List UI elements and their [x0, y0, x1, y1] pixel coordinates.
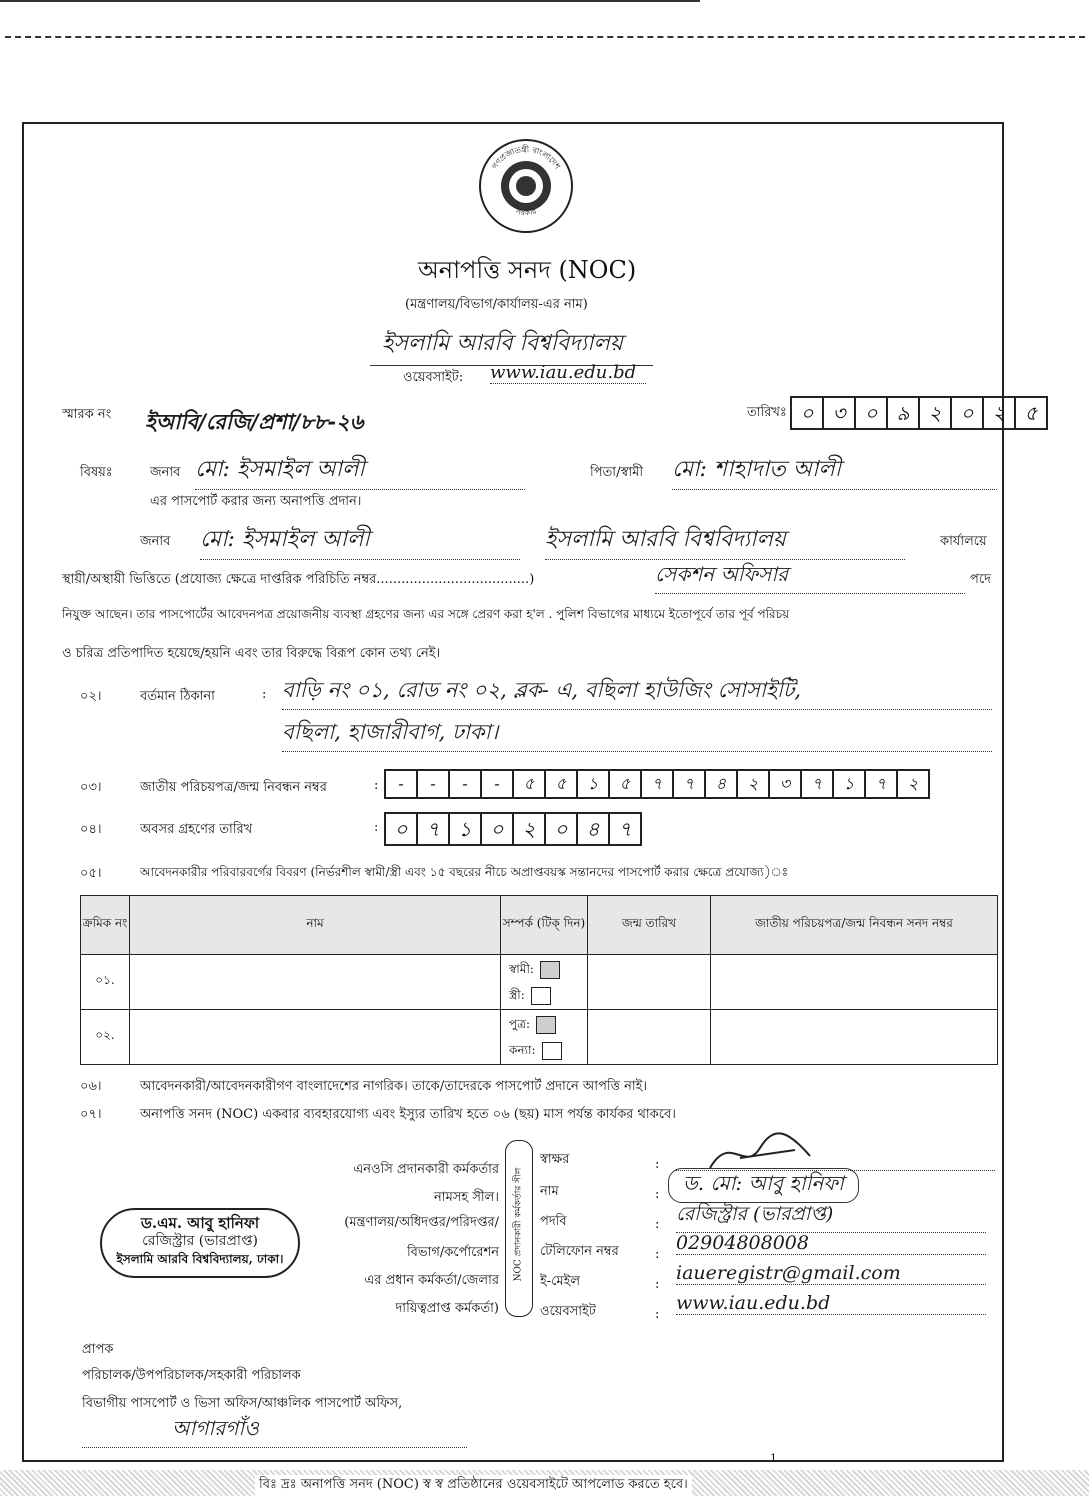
- officer-label-4: বিভাগ/কর্পোরেশন: [406, 1245, 499, 1260]
- memo-label: স্মারক নং: [62, 407, 112, 422]
- seal-arc-bottom: সরকার: [514, 206, 538, 218]
- field-name-label: নাম: [540, 1184, 559, 1199]
- nid-digit: -: [480, 769, 514, 799]
- colons: : : : : : :: [655, 1157, 660, 1322]
- retire-digit: ১: [448, 812, 482, 846]
- row-dob[interactable]: [588, 1010, 711, 1065]
- item04-label: অবসর গ্রহণের তারিখ: [140, 822, 253, 837]
- field-website-label: ওয়েবসাইট: [540, 1304, 596, 1319]
- recipient-place: আগারগাঁও: [82, 1414, 467, 1448]
- officer-phone-value: 02904808008: [676, 1232, 986, 1255]
- item02-num: ০২।: [80, 689, 102, 704]
- item03-colon: :: [374, 778, 379, 793]
- date-label: তারিখঃ: [747, 405, 787, 420]
- nid-digit: ২: [736, 769, 770, 799]
- col-nid: জাতীয় পরিচয়পত্র/জন্ম নিবন্ধন সনদ নম্বর: [711, 896, 998, 955]
- officer-email-value: iaueregistr@gmail.com: [676, 1262, 986, 1285]
- field-signature-label: স্বাক্ষর: [540, 1152, 570, 1167]
- body-line4: ও চরিত্র প্রতিপাদিত হয়েছে/হয়নি এবং তার বিরুদ্ধে বিরূপ কোন তথ্য নেই।: [62, 646, 441, 661]
- date-digit: ০: [854, 396, 888, 430]
- date-digit: ২: [918, 396, 952, 430]
- subject-line2: এর পাসপোর্ট করার জন্য অনাপত্তি প্রদান।: [150, 494, 362, 509]
- date-digit: ৯: [886, 396, 920, 430]
- memo-value: ইআবি/রেজি/প্রশা/৮৮-২৬: [145, 409, 364, 434]
- father-label: পিতা/স্বামী: [590, 465, 644, 480]
- row-nid[interactable]: [711, 955, 998, 1010]
- seal-arc-top: গণপ্রজাতন্ত্রী বাংলাদেশ: [490, 144, 562, 171]
- nid-digit: ১: [576, 769, 610, 799]
- retire-digit: ৭: [608, 812, 642, 846]
- noc-officer-seal-box: [505, 1140, 533, 1317]
- doc-title: অনাপত্তি সনদ (NOC): [418, 256, 637, 284]
- nid-digit: -: [448, 769, 482, 799]
- table-row: [81, 955, 998, 1010]
- item03-label: জাতীয় পরিচয়পত্র/জন্ম নিবন্ধন নম্বর: [140, 780, 327, 795]
- nid-digit: ৫: [608, 769, 642, 799]
- retire-digit: ৭: [416, 812, 450, 846]
- field-email-label: ই-মেইল: [540, 1274, 581, 1289]
- nid-digit: -: [416, 769, 450, 799]
- officer-label-5: এর প্রধান কর্মকর্তা/জেলার: [364, 1273, 499, 1288]
- retire-digit: ০: [384, 812, 418, 846]
- date-digit: ৫: [1014, 396, 1048, 430]
- checkbox[interactable]: [531, 987, 551, 1005]
- row-serial: ০২.: [81, 1010, 130, 1065]
- date-digit: ০: [790, 396, 824, 430]
- decl07-text: অনাপত্তি সনদ (NOC) একবার ব্যবহারযোগ্য এবং ইস্যুর তারিখ হতে ০৬ (ছয়) মাস পর্যন্ত কার্যকর থাকবে।: [140, 1107, 676, 1122]
- family-table: [80, 895, 998, 1065]
- nid-digit: ৭: [640, 769, 674, 799]
- subject-name: মো: ইসমাইল আলী: [195, 452, 525, 490]
- body-line3: নিযুক্ত আছেন। তার পাসপোর্টের আবেদনপত্র প্রয়োজনীয় ব্যবস্থা গ্রহণের জন্য এর সঙ্গে প্রেরণ করা হ'ল . পুলিশ বিভাগের মাধ্যমে ইতোপূর্বে তার পূর্ব পরিচয়: [62, 607, 790, 621]
- body-designation: সেকশন অফিসার: [655, 560, 965, 594]
- rel-label: স্ত্রী:: [509, 988, 525, 1002]
- rel-label: স্বামী:: [509, 962, 534, 976]
- row-nid[interactable]: [711, 1010, 998, 1065]
- body-office: ইসলামি আরবি বিশ্ববিদ্যালয়: [545, 522, 905, 560]
- recipient-label: প্রাপক: [82, 1342, 114, 1357]
- cut-line: [5, 36, 1085, 38]
- officer-label-1: এনওসি প্রদানকারী কর্মকর্তার: [353, 1162, 499, 1177]
- recipient-line2: বিভাগীয় পাসপোর্ট ও ভিসা অফিস/আঞ্চলিক পাসপোর্ট অফিস,: [82, 1396, 403, 1411]
- item05-num: ০৫।: [80, 866, 102, 881]
- subject-janab-label: জনাব: [150, 465, 181, 480]
- nid-digit: ৪: [704, 769, 738, 799]
- row-dob[interactable]: [588, 955, 711, 1010]
- item02-colon: :: [262, 687, 267, 702]
- officer-label-6: দায়িত্বপ্রাপ্ত কর্মকর্তা): [395, 1301, 499, 1316]
- retire-digit: ০: [544, 812, 578, 846]
- body-name: মো: ইসমাইল আলী: [200, 522, 520, 560]
- date-digit: ২: [982, 396, 1016, 430]
- nid-digit: -: [384, 769, 418, 799]
- registrar-stamp: [100, 1208, 300, 1278]
- retire-digit: ২: [512, 812, 546, 846]
- item05-text: আবেদনকারীর পরিবারবর্গের বিবরণ (নির্ভরশীল স্বামী/স্ত্রী এবং ১৫ বছরের নীচে অপ্রাপ্তবয়স্ক সন্তানদের পাসপোর্ট করার ক্ষেত্রে প্রযোজ্য)ঃ: [140, 865, 789, 879]
- officer-website-value: www.iau.edu.bd: [676, 1292, 986, 1315]
- officer-name-value: ড. মো: আবু হানিফা: [668, 1168, 859, 1203]
- item03-num: ০৩।: [80, 780, 102, 795]
- col-dob: জন্ম তারিখ: [588, 896, 711, 955]
- date-digit: ৩: [822, 396, 856, 430]
- item04-colon: :: [374, 820, 379, 835]
- rel-label: কন্যা:: [509, 1043, 536, 1057]
- item02-label: বর্তমান ঠিকানা: [140, 689, 215, 704]
- officer-designation-value: রেজিস্ট্রার (ভারপ্রাপ্ত): [676, 1200, 986, 1233]
- stamp-org: ইসলামি আরবি বিশ্ববিদ্যালয়, ঢাকা।: [116, 1252, 284, 1266]
- nid-digit: ৭: [672, 769, 706, 799]
- seal-box-text: NOC প্রদানকারী কর্মকর্তার সীল: [513, 1167, 524, 1282]
- footer-note: বিঃ দ্রঃ অনাপত্তি সনদ (NOC) স্ব স্ব প্রতিষ্ঠানের ওয়েবসাইটে আপলোড করতে হবে।: [255, 1475, 692, 1496]
- body-office-suffix: কার্যালয়ে: [940, 534, 987, 549]
- col-name: নাম: [130, 896, 501, 955]
- website-label: ওয়েবসাইট:: [403, 370, 464, 385]
- body-line2: স্থায়ী/অস্থায়ী ভিত্তিতে (প্রযোজ্য ক্ষেত্রে দাপ্তরিক পরিচিতি নম্বর.....................................): [62, 572, 535, 587]
- row-name[interactable]: [130, 1010, 501, 1065]
- nid-digit: ১: [832, 769, 866, 799]
- page-number: 1: [770, 1452, 777, 1465]
- field-designation-label: পদবি: [540, 1214, 567, 1229]
- top-rule: [0, 0, 700, 4]
- checkbox[interactable]: [536, 1016, 556, 1034]
- table-row: [81, 1010, 998, 1065]
- website-value: www.iau.edu.bd: [490, 362, 646, 384]
- nid-digit: ৭: [864, 769, 898, 799]
- ministry-name: ইসলামি আরবি বিশ্ববিদ্যালয়: [370, 326, 653, 366]
- date-boxes: [790, 396, 1046, 430]
- item04-num: ০৪।: [80, 822, 102, 837]
- father-name: মো: শাহাদাত আলী: [672, 452, 997, 490]
- officer-label-3: (মন্ত্রণালয়/অধিদপ্তর/পরিদপ্তর/: [344, 1215, 499, 1230]
- nid-digit: ৫: [544, 769, 578, 799]
- ministry-hint: (মন্ত্রণালয়/বিভাগ/কার্যালয়-এর নাম): [405, 297, 588, 312]
- decl06-text: আবেদনকারী/আবেদনকারীগণ বাংলাদেশের নাগরিক। তাকে/তাদেরকে পাসপোর্ট প্রদানে আপত্তি নাই।: [140, 1079, 648, 1094]
- recipient-line1: পরিচালক/উপপরিচালক/সহকারী পরিচালক: [82, 1368, 301, 1383]
- row-name[interactable]: [130, 955, 501, 1010]
- government-seal-icon: [478, 138, 574, 234]
- nid-digit: ৩: [768, 769, 802, 799]
- decl06-num: ০৬।: [80, 1079, 102, 1094]
- row-relation: [501, 955, 588, 1010]
- body-line2-suffix: পদে: [970, 572, 991, 587]
- date-digit: ০: [950, 396, 984, 430]
- nid-digit: ২: [896, 769, 930, 799]
- field-phone-label: টেলিফোন নম্বর: [540, 1244, 619, 1259]
- decl07-num: ০৭।: [80, 1107, 102, 1122]
- officer-label-2: নামসহ সীল।: [434, 1190, 499, 1205]
- retire-digit: ০: [480, 812, 514, 846]
- row-serial: ০১.: [81, 955, 130, 1010]
- nid-boxes: [384, 769, 928, 799]
- retire-digit: ৪: [576, 812, 610, 846]
- row-relation: [501, 1010, 588, 1065]
- nid-digit: ৭: [800, 769, 834, 799]
- table-header-row: [81, 896, 998, 955]
- retire-date-boxes: [384, 812, 640, 846]
- col-relation: সম্পর্ক (টিক্ দিন): [501, 896, 588, 955]
- checkbox[interactable]: [540, 961, 560, 979]
- nid-digit: ৫: [512, 769, 546, 799]
- col-serial: ক্রমিক নং: [81, 896, 130, 955]
- address-line1: বাড়ি নং ০১, রোড নং ০২, ব্লক- এ, বছিলা হাউজিং সোসাইটি,: [282, 674, 992, 710]
- stamp-name: ড.এম. আবু হানিফা: [140, 1214, 260, 1232]
- checkbox[interactable]: [542, 1042, 562, 1060]
- body-janab-label: জনাব: [140, 534, 171, 549]
- subject-label: বিষয়ঃ: [80, 465, 113, 480]
- rel-label: পুত্র:: [509, 1017, 531, 1031]
- stamp-title: রেজিস্ট্রার (ভারপ্রাপ্ত): [142, 1233, 258, 1249]
- address-line2: বছিলা, হাজারীবাগ, ঢাকা।: [282, 716, 992, 752]
